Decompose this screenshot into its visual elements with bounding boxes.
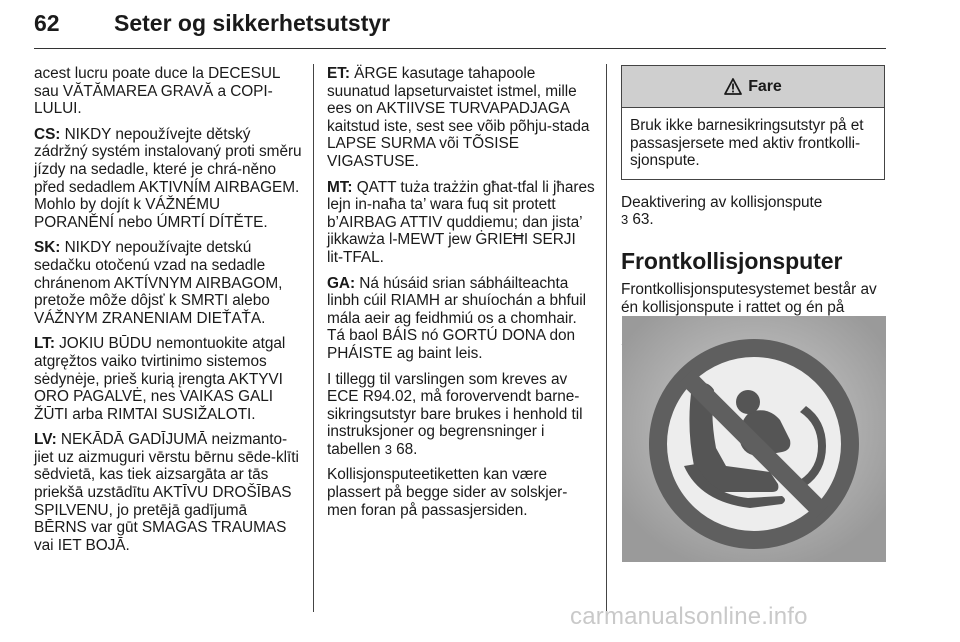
lang-code-lt: LT:	[34, 335, 55, 353]
page-ref-63[interactable]: 63.	[628, 211, 654, 229]
paragraph-lv: LV: NEKĀDĀ GADĪJUMĀ neizmanto-jiet uz aizmuguri vērstu bērnu sēde-klīti sēdvietā, kas tiek aizsargāta ar tās priekšā uzstādītu AKTĪVU DROŠĪBAS SPILVENU, jo pretējā gadījumā BĒRNS var gūt SMAGAS TRAUMAS vai IET BOJĀ.	[34, 431, 299, 554]
danger-box-text: Bruk ikke barnesikringsutstyr på et passasjersete med aktiv frontkolli-sjonspute.	[630, 117, 864, 170]
danger-box-title: Fare	[748, 77, 782, 95]
lang-code-lv: LV:	[34, 431, 57, 449]
paragraph-lt: LT: JOKIU BŪDU nemontuokite atgal atgręžtos vaiko tvirtinimo sistemos sėdynėje, prieš kurią įrengta AKTYVI ORO PAGALVĖ, nes VAIKAS GALI ŽŪTI arba RIMTAI SUSIŽALOTI.	[34, 335, 286, 423]
lang-code-et: ET:	[327, 65, 350, 82]
column-2	[327, 65, 595, 527]
paragraph-et: ET: ÄRGE kasutage tahapoole suunatud lapseturvaistet istmel, mille ees on AKTIIVSE TURVAPADJAGA kaitstud iste, sest see võib põhju-stada LAPSE SURMA või TÕSISE VIGASTUSE.	[327, 65, 590, 170]
paragraph-ro: acest lucru poate duce la DECESUL sau VĂTĂMAREA GRAVĂ a COPI-LULUI.	[34, 65, 280, 118]
danger-box	[621, 65, 885, 180]
paragraph-mt: MT: QATT tuża trażżin għat-tfal li jħares lejn in-naħa ta’ wara fuq sit protett b’AIRBAG ATTIV quddiemu; dan jista’ jikkawża l-MEWT jew ĠRIEĦI SERJI lit-TFAL.	[327, 178, 595, 266]
warning-triangle-icon	[724, 78, 742, 95]
danger-box-header	[622, 66, 884, 108]
column-1	[34, 65, 302, 562]
heading-front-airbags: Frontkollisjonsputer	[621, 247, 843, 274]
paragraph-ece: I tillegg til varslingen som kreves av ECE R94.02, må forovervendt barne-sikringsutstyr bare brukes i henhold til instruksjoner og begrensninger i tabellen 3 68.	[327, 370, 583, 458]
no-rear-facing-child-seat-figure	[622, 316, 886, 562]
lang-code-ga: GA:	[327, 274, 356, 292]
page-number: 62	[34, 10, 60, 36]
page-ref-arrow-icon: 3	[384, 441, 392, 457]
paragraph-cs: CS: NIKDY nepoužívejte dětský zádržný systém instalovaný proti směru jízdy na sedadle, které je chrá-něno před sedadlem AKTIVNÍM AIRBAGEM. Mohlo by dojít k VÁŽNÉMU PORANĚNÍ nebo ÚMRTÍ DÍTĚTE.	[34, 125, 302, 231]
paragraph-sk: SK: NIKDY nepoužívajte detskú sedačku otočenú vzad na sedadle chránenom AKTÍVNYM AIRBAGOM, pretože môže dôjsť k SMRTI alebo VÁŽNYM ZRANENIAM DIEŤAŤA.	[34, 239, 283, 327]
section-title: Seter og sikkerhetsutstyr	[114, 10, 391, 36]
lang-code-sk: SK:	[34, 239, 61, 257]
paragraph-deactivation: Deaktivering av kollisjonspute 3 63.	[621, 193, 823, 229]
paragraph-label-location: Kollisjonsputeetiketten kan være plassert på begge sider av solskjer-men foran på passasjersiden.	[327, 466, 568, 519]
column-divider-2	[606, 64, 607, 612]
page-header	[34, 4, 886, 49]
lang-code-mt: MT:	[327, 178, 353, 196]
paragraph-ga: GA: Ná húsáid srian sábháilteachta linbh cúil RIAMH ar shuíochán a bhfuil mála aeir ag feidhmiú os a chomhair. Tá baol BÁIS nó GORTÚ DONA don PHÁISTE ag baint leis.	[327, 274, 587, 362]
page-ref-68[interactable]: 68.	[391, 440, 418, 458]
watermark-text: carmanualsonline.info	[570, 603, 808, 630]
prohibition-sign-icon	[622, 316, 886, 562]
lang-code-cs: CS:	[34, 125, 61, 143]
paragraph-front-airbags: Frontkollisjonsputesystemet består av én kollisjonspute i rattet og én på	[621, 281, 887, 351]
page-ref-arrow-icon: 3	[621, 212, 629, 228]
column-divider-1	[313, 64, 314, 612]
